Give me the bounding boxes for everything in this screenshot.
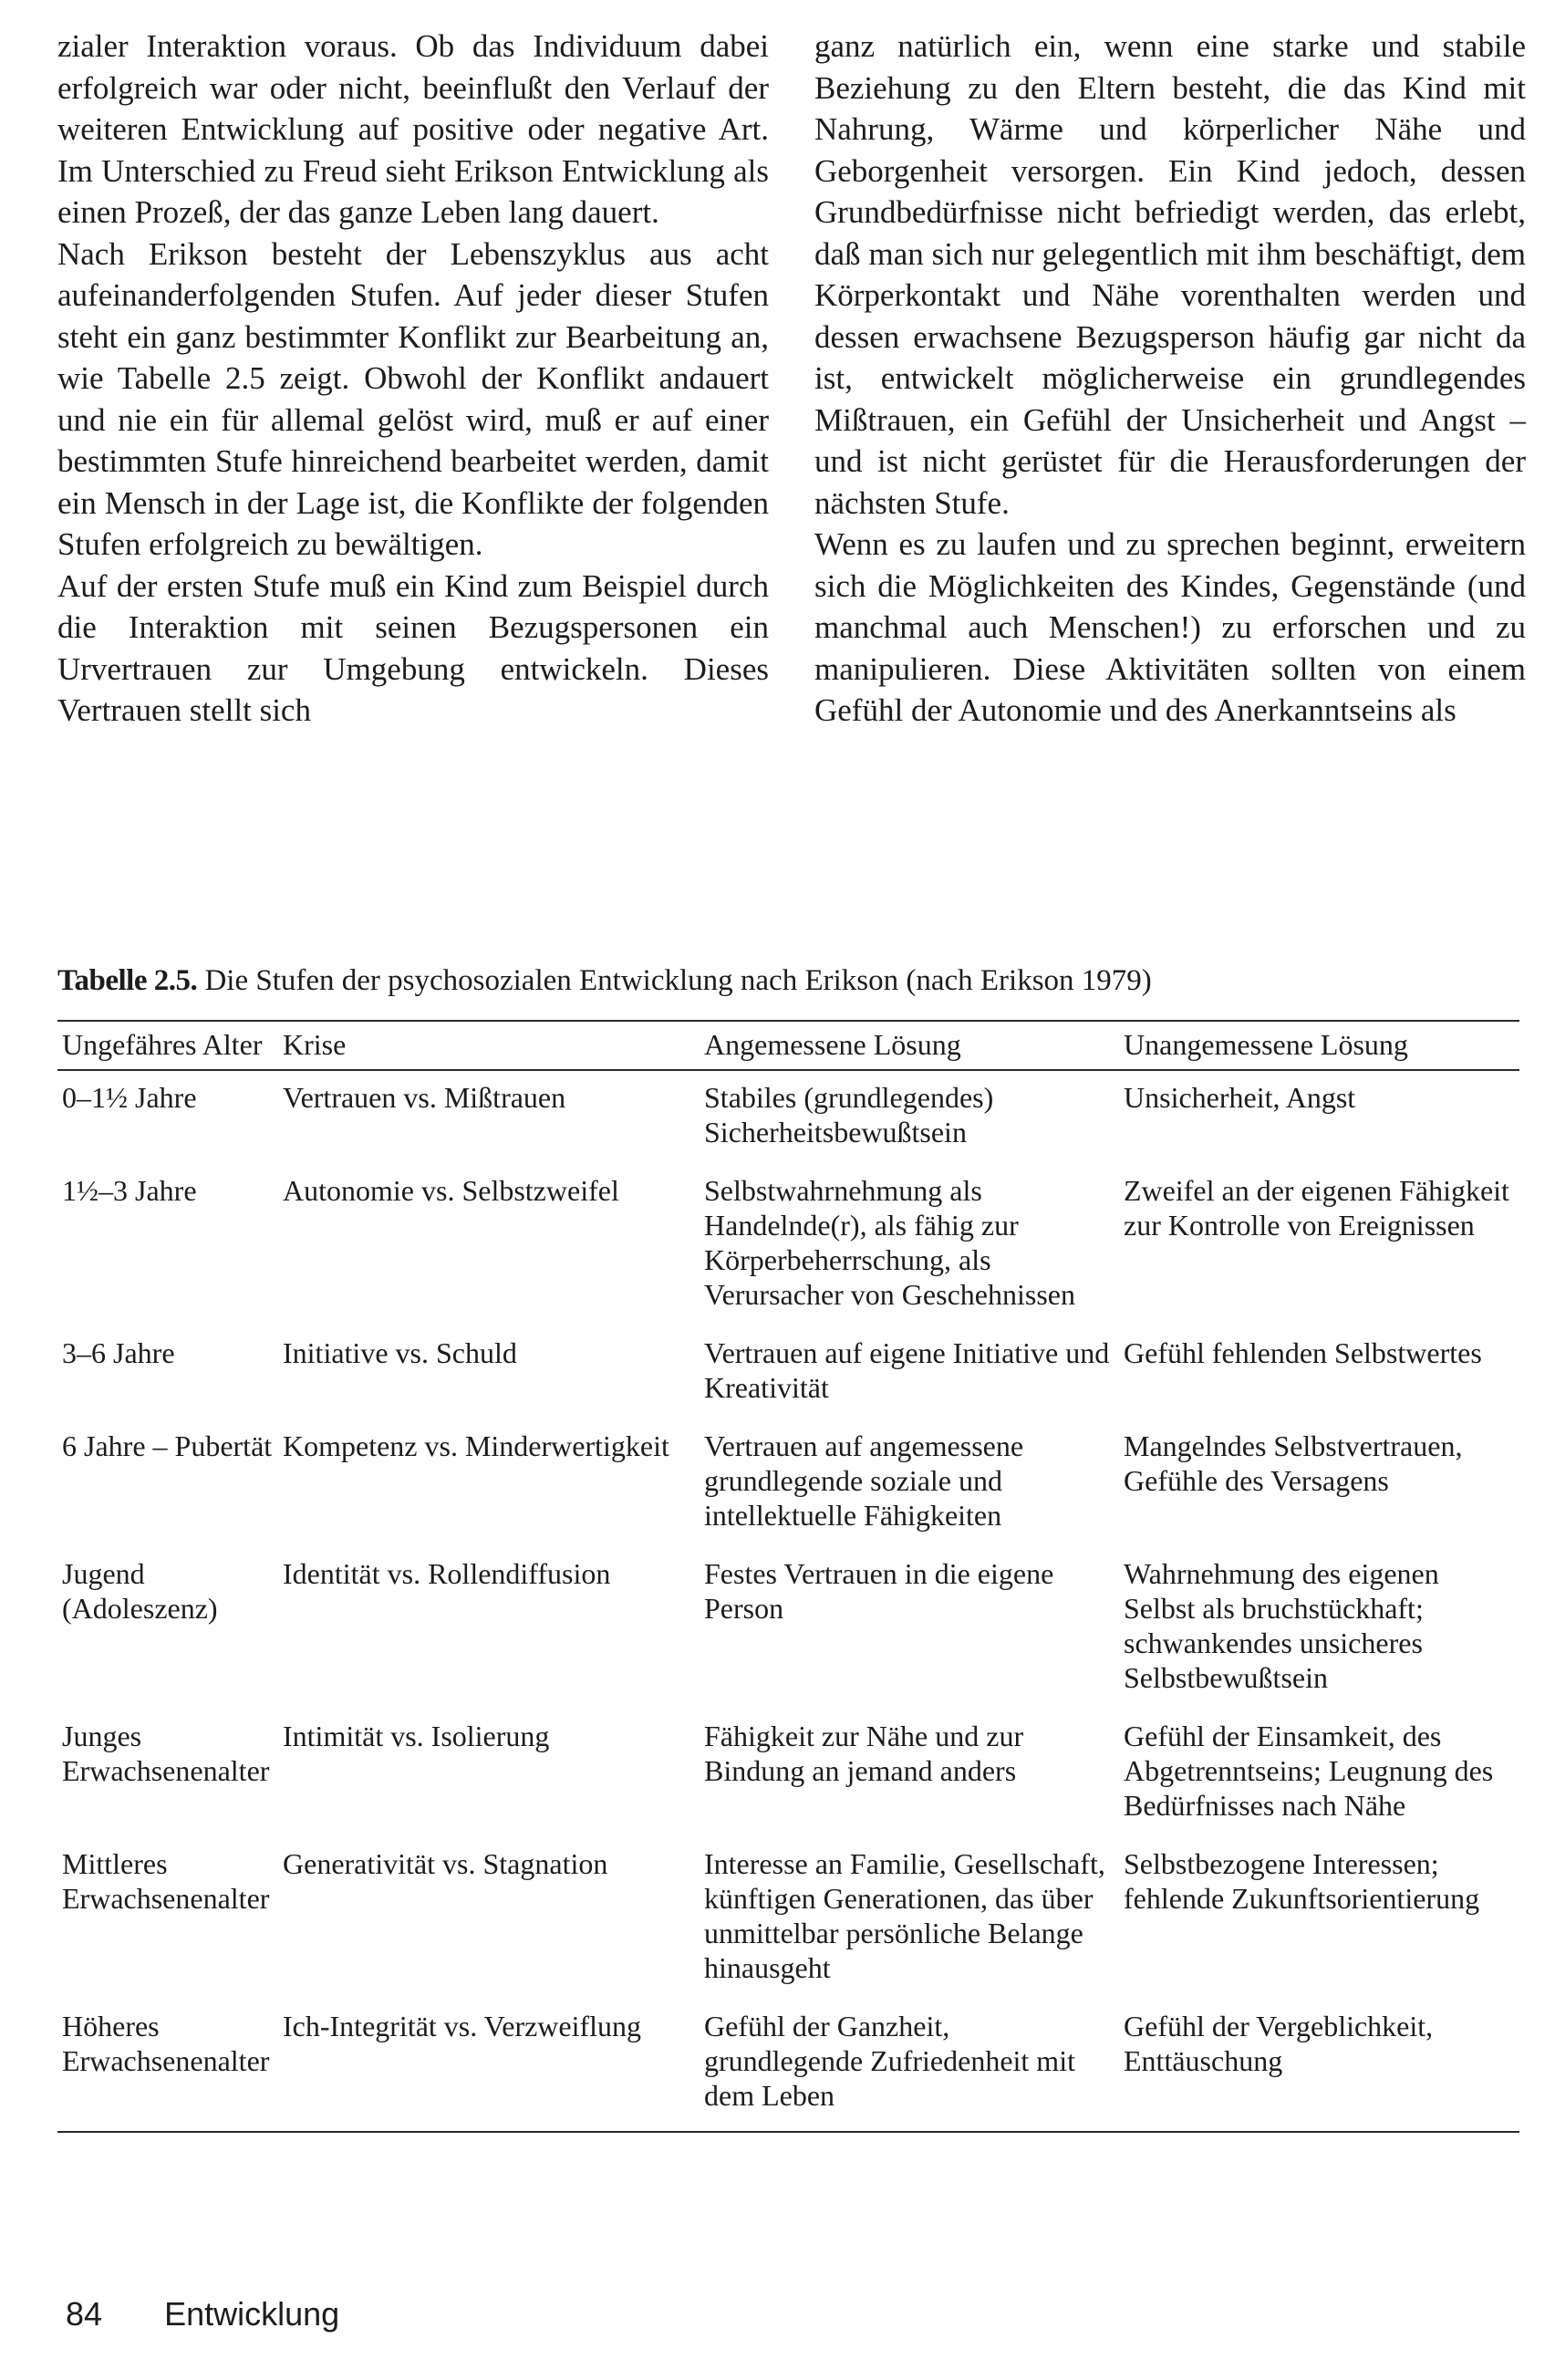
cell-adequate: Vertrauen auf angemessene grundlegende soziale und intellektuelle Fähigkeiten — [704, 1429, 1024, 1532]
cell-crisis: Kompetenz vs. Minderwertigkeit — [283, 1429, 669, 1462]
page-footer — [66, 2294, 339, 2334]
cell-crisis: Identität vs. Rollendiffusion — [283, 1557, 611, 1590]
cell-crisis: Autonomie vs. Selbstzweifel — [283, 1174, 619, 1207]
cell-crisis: Ich-Integrität vs. Verzweiflung — [283, 2010, 642, 2042]
table-row — [57, 1330, 1519, 1423]
cell-adequate: Gefühl der Ganzheit, grundlegende Zufriedenheit mit dem Leben — [704, 2010, 1075, 2112]
cell-age: Junges Erwachsenenalter — [62, 1720, 270, 1787]
table-row — [57, 1551, 1519, 1713]
paragraph: Auf der ersten Stufe muß ein Kind zum Beispiel durch die Interaktion mit seinen Bezugspersonen ein Urvertrauen zur Umgebung entwickeln. Dieses Vertrauen stellt sich — [57, 567, 769, 728]
table-row — [57, 1713, 1519, 1841]
cell-adequate: Fähigkeit zur Nähe und zur Bindung an jemand anders — [704, 1720, 1024, 1787]
cell-inadequate: Gefühl der Einsamkeit, des Abgetrenntseins; Leugnung des Bedürfnisses nach Nähe — [1124, 1720, 1494, 1822]
table-header-row — [57, 1021, 1519, 1070]
table-row — [57, 1423, 1519, 1551]
cell-adequate: Selbstwahrnehmung als Handelnde(r), als fähig zur Körperbeherrschung, als Verursacher von Geschehnissen — [704, 1174, 1075, 1311]
cell-age: Mittleres Erwachsenenalter — [62, 1847, 270, 1915]
left-text-column — [57, 26, 769, 732]
cell-inadequate: Unsicherheit, Angst — [1124, 1081, 1356, 1114]
table-row — [57, 1070, 1519, 1168]
cell-age: Jugend (Adoleszenz) — [62, 1557, 218, 1625]
cell-adequate: Interesse an Familie, Gesellschaft, künftigen Generationen, das über unmittelbar persönliche Belange hinausgeht — [704, 1847, 1105, 1984]
paragraph: zialer Interaktion voraus. Ob das Individuum dabei erfolgreich war oder nicht, beeinflußt den Verlauf der weiteren Entwicklung auf positive oder negative Art. Im Unterschied zu Freud sieht Erikson Entwicklung als einen Prozeß, der das ganze Leben lang dauert. — [57, 28, 769, 230]
cell-adequate: Vertrauen auf eigene Initiative und Kreativität — [704, 1336, 1110, 1404]
cell-age: 1½–3 Jahre — [62, 1174, 197, 1207]
paragraph: Nach Erikson besteht der Lebenszyklus aus acht aufeinanderfolgenden Stufen. Auf jeder dieser Stufen steht ein ganz bestimmter Konflikt zur Bearbeitung an, wie Tabelle 2.5 zeigt. Obwohl der Konflikt andauert und nie ein für allemal gelöst wird, muß er auf einer bestimmten Stufe hinreichend bearbeitet werden, damit ein Mensch in der Lage ist, die Konflikte der folgenden Stufen erfolgreich zu bewältigen. — [57, 235, 769, 562]
header-age: Ungefähres Alter — [62, 1028, 263, 1061]
table-row — [57, 1168, 1519, 1330]
paragraph: Wenn es zu laufen und zu sprechen beginnt, erweitern sich die Möglichkeiten des Kindes, Gegenstände (und manchmal auch Menschen!) zu erforschen und zu manipulieren. Diese Aktivitäten sollten von einem Gefühl der Autonomie und des Anerkanntseins als — [814, 526, 1526, 728]
cell-crisis: Generativität vs. Stagnation — [283, 1847, 608, 1880]
erikson-stages-table — [57, 1020, 1519, 2133]
cell-inadequate: Mangelndes Selbstvertrauen, Gefühle des Versagens — [1124, 1429, 1463, 1497]
cell-inadequate: Gefühl der Vergeblichkeit, Enttäuschung — [1124, 2010, 1434, 2077]
cell-adequate: Stabiles (grundlegendes) Sicherheitsbewußtsein — [704, 1081, 994, 1148]
cell-inadequate: Gefühl fehlenden Selbstwertes — [1124, 1336, 1482, 1369]
header-adequate-solution: Angemessene Lösung — [704, 1028, 961, 1061]
header-inadequate-solution: Unangemessene Lösung — [1124, 1028, 1408, 1061]
page-number: 84 — [66, 2295, 103, 2333]
cell-inadequate: Selbstbezogene Interessen; fehlende Zukunftsorientierung — [1124, 1847, 1480, 1915]
header-crisis: Krise — [283, 1028, 347, 1061]
cell-crisis: Initiative vs. Schuld — [283, 1336, 517, 1369]
table-caption-label: Tabelle 2.5. — [57, 964, 198, 997]
cell-age: Höheres Erwachsenenalter — [62, 2010, 270, 2077]
cell-inadequate: Zweifel an der eigenen Fähigkeit zur Kontrolle von Ereignissen — [1124, 1174, 1509, 1242]
table-row — [57, 2003, 1519, 2132]
cell-crisis: Intimität vs. Isolierung — [283, 1720, 550, 1752]
right-text-column — [814, 26, 1526, 732]
cell-age: 0–1½ Jahre — [62, 1081, 197, 1114]
cell-inadequate: Wahrnehmung des eigenen Selbst als bruchstückhaft; schwankendes unsicheres Selbstbewußtsein — [1124, 1557, 1439, 1694]
cell-adequate: Festes Vertrauen in die eigene Person — [704, 1557, 1054, 1625]
cell-age: 3–6 Jahre — [62, 1336, 175, 1369]
table-row — [57, 1841, 1519, 2003]
paragraph: ganz natürlich ein, wenn eine starke und stabile Beziehung zu den Eltern besteht, die das Kind mit Nahrung, Wärme und körperlicher Nähe und Geborgenheit versorgen. Ein Kind jedoch, dessen Grundbedürfnisse nicht befriedigt werden, das erlebt, daß man sich nur gelegentlich mit ihm beschäftigt, dem Körperkontakt und Nähe vorenthalten werden und dessen erwachsene Bezugsperson häufig gar nicht da ist, entwickelt möglicherweise ein grundlegendes Mißtrauen, ein Gefühl der Unsicherheit und Angst – und ist nicht gerüstet für die Herausforderungen der nächsten Stufe. — [814, 28, 1526, 521]
table-caption — [57, 962, 1152, 999]
cell-crisis: Vertrauen vs. Mißtrauen — [283, 1081, 566, 1114]
table-caption-text: Die Stufen der psychosozialen Entwicklung nach Erikson (nach Erikson 1979) — [204, 964, 1152, 997]
section-title: Entwicklung — [164, 2295, 340, 2333]
cell-age: 6 Jahre – Pubertät — [62, 1429, 273, 1462]
